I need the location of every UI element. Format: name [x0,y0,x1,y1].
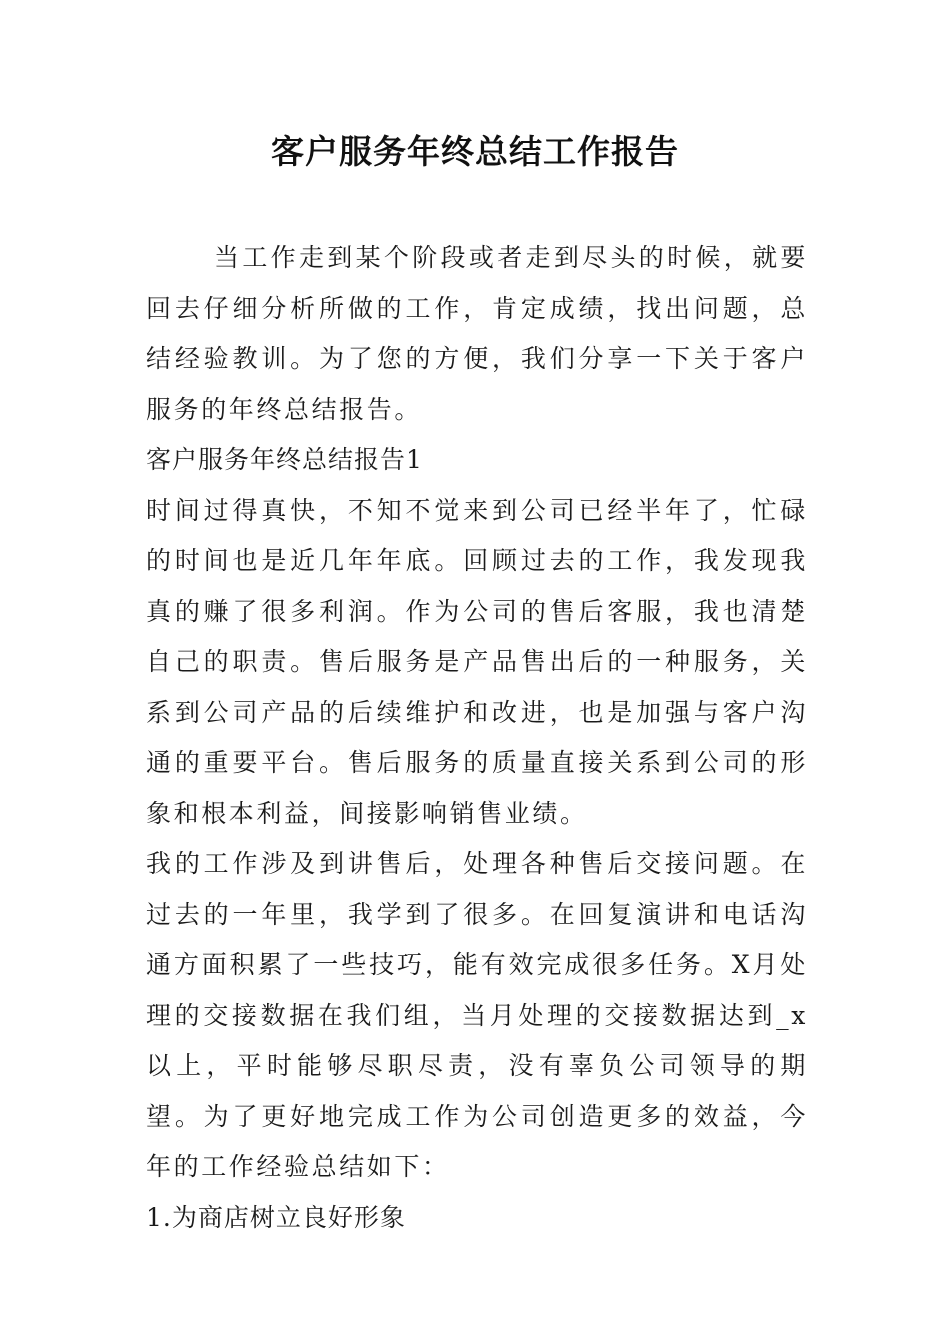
document-title: 客户服务年终总结工作报告 [271,132,679,171]
intro-paragraph: 当工作走到某个阶段或者走到尽头的时候，就要回去仔细分析所做的工作，肯定成绩，找出问题，总结经验教训。为了您的方便，我们分享一下关于客户服务的年终总结报告。 [146,243,808,424]
section-title: 客户服务年终总结报告1 [146,445,423,474]
list-item-1: 1.为商店树立良好形象 [146,1202,406,1232]
body-paragraph-1: 时间过得真快，不知不觉来到公司已经半年了，忙碌的时间也是近几年年底。回顾过去的工作，我发现我真的赚了很多利润。作为公司的售后客服，我也清楚自己的职责。售后服务是产品售出后的一种服务，关系到公司产品的后续维护和改进，也是加强与客户沟通的重要平台。售后服务的质量直接关系到公司的形象和根本利益，间接影响销售业绩。 [146,495,808,828]
document-body [146,233,808,1243]
body-paragraph-2: 我的工作涉及到讲售后，处理各种售后交接问题。在过去的一年里，我学到了很多。在回复演讲和电话沟通方面积累了一些技巧，能有效完成很多任务。X月处理的交接数据在我们组，当月处理的交接数据达到_x以上，平时能够尽职尽责，没有辜负公司领导的期望。为了更好地完成工作为公司创造更多的效益，今年的工作经验总结如下： [146,849,808,1181]
